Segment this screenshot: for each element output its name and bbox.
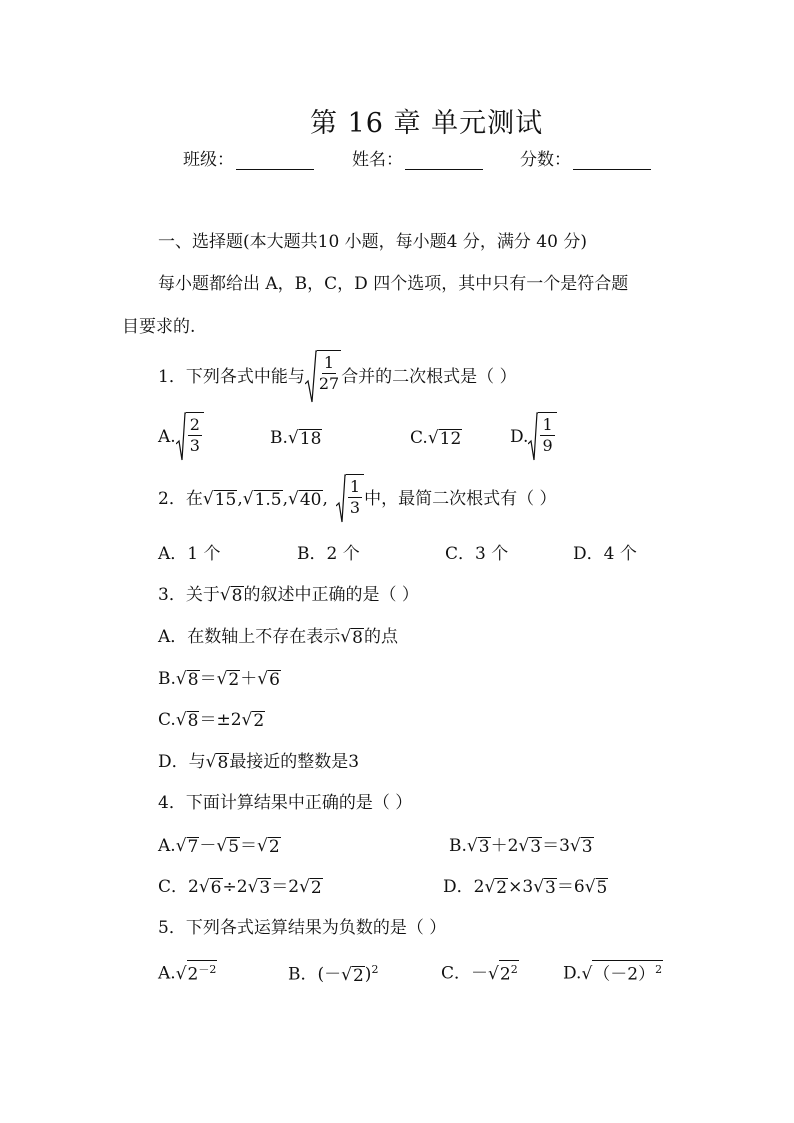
sqrt-sign-icon: √ [175,836,187,856]
q3-a-post: 的点 [363,627,398,647]
sqrt-sign-icon [528,412,538,462]
q1-b-label: B. [270,428,288,448]
q4-b-label: B. [449,836,467,856]
q4-a-r2: 5 [228,837,240,857]
q3-option-b[interactable] [158,669,281,689]
q3-option-a[interactable] [158,627,398,647]
q3-b-label: B. [158,669,176,689]
q4-d-r3: 5 [596,878,608,898]
sqrt-sign-icon: √ [216,669,228,689]
q5-d-label: D. [563,963,582,984]
q2-comma-2: , [282,489,289,509]
q4-d-eq: ＝6 [556,877,585,897]
sqrt-sign-icon: √ [299,877,310,897]
class-blank[interactable] [236,151,314,170]
question-3-stem [158,585,419,605]
q2-r3: 40 [299,490,322,510]
q1-frac-den: 27 [318,374,340,393]
sqrt-sign-icon [305,350,317,404]
q5-a-label: A. [158,963,176,984]
q2-option-a[interactable]: A．1 个 [158,544,221,564]
q1-frac-num: 1 [323,353,335,372]
q4-d-mid: ×3 [508,877,534,897]
q5-option-d[interactable] [563,960,663,984]
section-intro-2: 目要求的. [122,317,196,337]
q4-option-c[interactable] [158,877,323,897]
q4-a-label: A. [158,836,176,856]
q4-c-r2: 3 [259,878,271,898]
q4-c-eq: ＝2 [271,877,300,897]
q1-post: 合并的二次根式是（ ） [341,367,517,387]
q3-c-label: C. [158,710,176,730]
q5-a-exp: －2 [198,963,217,976]
info-line [183,150,314,170]
sqrt-sign-icon: √ [569,836,581,856]
q1-option-b[interactable] [270,428,322,448]
sqrt-sign-icon: √ [288,489,299,509]
sqrt-sign-icon: √ [202,489,214,509]
sqrt-sign-icon: √ [427,428,439,448]
sqrt-sign-icon: √ [287,428,299,448]
q2-r1: 15 [214,490,237,510]
q2-frac-num: 1 [349,477,361,496]
q4-a-eq: ＝ [240,836,258,856]
q3-b-eq: ＝ [199,669,217,689]
q3-a-radicand: 8 [352,628,363,648]
sqrt-sign-icon: √ [257,669,269,689]
q4-option-a[interactable] [158,836,281,856]
q3-option-d[interactable] [158,752,359,772]
q4-c-mid: ÷2 [222,877,248,897]
q2-comma-1: , [237,489,243,509]
q5-b-radicand: 2 [352,965,364,986]
score-blank[interactable] [573,151,651,170]
q4-a-r3: 2 [268,837,280,857]
sqrt-sign-icon: √ [257,836,268,856]
q3-c-r2: 2 [253,711,265,731]
sqrt-sign-icon: √ [241,710,253,730]
q3-d-radicand: 8 [217,753,229,773]
sqrt-sign-icon: √ [484,877,496,897]
class-label: 班级： [183,150,234,170]
q5-a-base: 2 [187,964,199,985]
sqrt-sign-icon: √ [581,963,593,984]
q4-b-eq: ＝3 [542,836,570,856]
sqrt-sign-icon: √ [175,669,187,689]
q3-b-r1: 8 [187,670,199,690]
q2-frac-den: 3 [349,498,361,517]
sqrt-sign-icon: √ [340,627,352,647]
question-5-stem: 5．下列各式运算结果为负数的是（ ） [158,918,447,938]
q3-b-r2: 2 [228,670,240,690]
q1-option-a[interactable] [158,412,204,462]
question-2-stem [158,474,557,524]
q3-radicand: 8 [231,586,243,606]
sqrt-sign-icon: √ [488,963,499,984]
q3-a-pre: A．在数轴上不存在表示 [158,627,341,647]
sqrt-sign-icon: √ [216,836,228,856]
sqrt-sign-icon: √ [205,752,217,772]
q4-a-minus: － [199,836,217,856]
q5-b-exp: 2 [371,963,379,976]
q3-c-eq: ＝±2 [199,710,242,730]
page-title: 第 16 章 单元测试 [310,108,544,139]
q5-option-b[interactable] [288,960,378,985]
q4-option-b[interactable] [449,836,594,856]
q5-b-post: ) [364,964,372,985]
q2-option-c[interactable]: C．3 个 [445,544,509,564]
q1-option-c[interactable] [410,428,462,448]
sqrt-sign-icon: √ [219,585,231,605]
q1-pre: 1．下列各式中能与 [158,367,305,387]
q4-a-r1: 7 [187,837,199,857]
q4-option-d[interactable] [443,877,608,897]
q4-b-r2: 3 [530,837,542,857]
sqrt-sign-icon: √ [175,963,187,984]
question-4-stem: 4．下面计算结果中正确的是（ ） [158,793,413,813]
q5-option-a[interactable] [158,960,217,984]
q1-d-den: 9 [542,436,553,455]
question-1-stem [158,350,517,404]
sqrt-sign-icon: √ [341,964,352,985]
info-line-score [520,150,651,170]
q3-post: 的叙述中正确的是（ ） [243,585,419,605]
q4-d-r1: 2 [496,878,508,898]
sqrt-sign-icon: √ [198,877,210,897]
q2-option-d[interactable]: D．4 个 [573,544,637,564]
q1-a-label: A. [158,427,176,447]
section-intro-1: 每小题都给出 A，B，C，D 四个选项，其中只有一个是符合题 [158,274,629,294]
q1-option-d[interactable] [510,412,557,462]
q4-b-r3: 3 [581,837,593,857]
q3-d-post: 最接近的整数是3 [229,752,360,772]
q1-d-num: 1 [542,415,553,434]
q3-c-r1: 8 [187,711,199,731]
sqrt-sign-icon: √ [533,877,545,897]
sqrt-sign-icon: √ [242,489,254,509]
q4-c-r3: 2 [310,878,322,898]
sqrt-sign-icon: √ [518,836,530,856]
q2-comma-3: , [322,489,328,509]
q4-b-mid: ＋2 [490,836,519,856]
q5-c-exp: 2 [510,963,518,976]
info-line-name [352,150,483,170]
name-blank[interactable] [405,151,483,170]
q4-c-label: C．2 [158,877,199,897]
sqrt-sign-icon: √ [175,710,187,730]
q1-a-den: 3 [189,436,200,455]
q1-d-label: D. [510,427,529,447]
q5-c-base: 2 [499,964,511,985]
q1-c-radicand: 12 [439,429,462,449]
q3-pre: 3．关于 [158,585,220,605]
sqrt-sign-icon: √ [584,877,596,897]
q1-c-label: C. [410,428,428,448]
q2-option-b[interactable]: B．2 个 [297,544,360,564]
sqrt-sign-icon [176,412,186,462]
q4-c-r1: 6 [210,878,222,898]
section-heading: 一、选择题(本大题共10 小题，每小题4 分，满分 40 分) [158,232,587,252]
score-label: 分数： [520,150,571,170]
q4-b-r1: 3 [478,837,490,857]
name-label: 姓名： [352,150,403,170]
sqrt-sign-icon [336,474,346,524]
q4-d-label: D．2 [443,877,485,897]
q5-c-pre: C．－ [441,963,489,984]
q5-option-c[interactable] [441,960,519,984]
q1-b-radicand: 18 [299,429,322,449]
q1-a-num: 2 [189,415,200,434]
q5-d-inner: （－2） [593,964,656,985]
q5-d-exp: 2 [655,963,663,976]
q5-b-pre: B．(－ [288,964,342,985]
q3-option-c[interactable] [158,710,265,730]
q2-pre: 2．在 [158,489,203,509]
q3-d-pre: D．与 [158,752,206,772]
sqrt-sign-icon: √ [247,877,259,897]
q2-r2: 1.5 [254,490,282,510]
q1-radical [305,350,341,404]
q3-b-r3: 6 [269,670,280,690]
sqrt-sign-icon: √ [466,836,478,856]
q4-d-r2: 3 [545,878,556,898]
q2-post: 中，最简二次根式有（ ） [364,489,557,509]
q3-b-plus: ＋ [240,669,258,689]
